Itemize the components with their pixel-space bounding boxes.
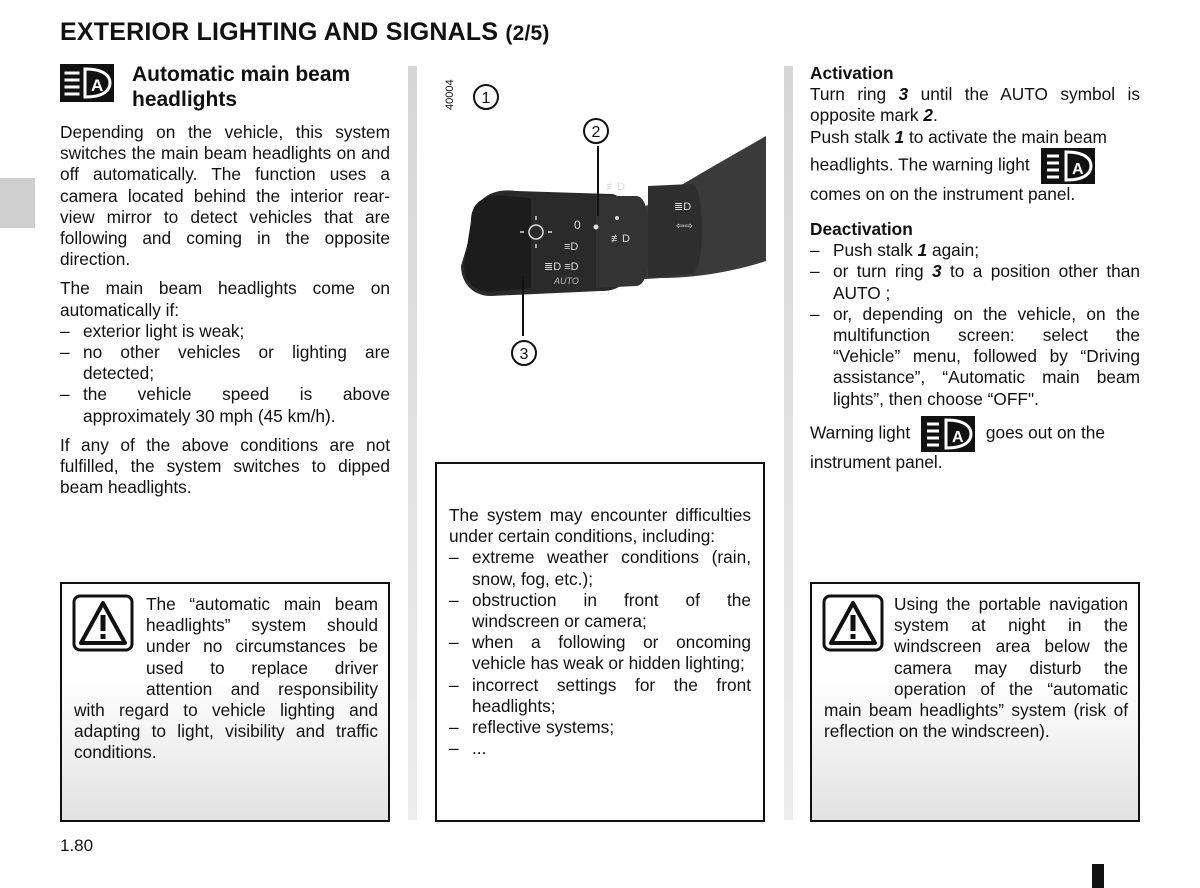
heading-line-2: headlights [132, 88, 238, 111]
auto-main-beam-icon [60, 64, 114, 102]
svg-text:A: A [91, 76, 104, 95]
list-item: – or turn ring 3 to a position other than AUTO ; [810, 261, 1140, 303]
fallback-paragraph: If any of the above conditions are not fulfilled, the system switches to dipped beam headlights. [60, 434, 390, 498]
stalk-illustration [436, 66, 766, 396]
text-run: . [932, 105, 938, 126]
condition-text: exterior light is weak; [83, 320, 245, 341]
intro-paragraph: Depending on the vehicle, this system switches the main beam headlights on and off automatically. The function uses a camera located behind the interior rear-view mirror to detect vehicles that are following and coming in the opposite direction. [60, 122, 390, 270]
note-item-text: incorrect settings for the front headlights; [472, 674, 751, 716]
conditions-intro: The main beam headlights come on automatically if: [60, 278, 390, 320]
text-run: until the AUTO symbol is opposite mark [810, 84, 1140, 126]
condition-text: no other vehicles or lighting are detected; [83, 342, 390, 384]
auto-main-beam-icon [1041, 148, 1095, 184]
column-divider [784, 66, 793, 820]
figure-reference: 40004 [444, 79, 456, 110]
callout-1 [474, 85, 498, 109]
list-item: – reflective systems; [449, 717, 751, 738]
callout-3-label: 3 [519, 346, 529, 363]
svg-text:≣D ≡D: ≣D ≡D [544, 261, 579, 273]
note-item-text: ... [472, 738, 487, 759]
page-title-text: EXTERIOR LIGHTING AND SIGNALS [60, 18, 499, 46]
list-item: – when a following or oncoming vehicle has weak or hidden lighting; [449, 632, 751, 674]
text-run: comes on on the instrument panel. [810, 183, 1076, 204]
text-run: to activate the main beam headlights. The warning light [810, 126, 1107, 175]
page-corner-mark [1092, 864, 1104, 888]
text-run: or turn ring [833, 261, 933, 282]
warning-text-left-content: The “automatic main beam headlights” system should under no circumstances be used to replace driver attention and responsibility with regard to vehicle lighting and adapting to light, visibility and traffic conditions. [74, 594, 378, 763]
note-item-text: obstruction in front of the windscreen or camera; [472, 589, 751, 632]
svg-text:≢D: ≢D [606, 181, 625, 193]
note-intro: The system may encounter difficulties under certain conditions, including: [449, 505, 751, 547]
note-item-text: when a following or oncoming vehicle has weak or hidden lighting; [472, 632, 751, 674]
list-item: – ... [449, 738, 751, 759]
stalk-ref: 1 [917, 240, 928, 261]
text-run: Warning light [810, 422, 911, 443]
svg-text:⇦⇨: ⇦⇨ [676, 221, 693, 232]
deactivation-item-text: or, depending on the vehicle, on the multifunction screen: select the “Vehicle” menu, followed by “Driving assistance”, “Automatic main beam lights”, then choose “OFF". [833, 303, 1140, 409]
note-item-text: reflective systems; [472, 717, 615, 738]
warning-box-left [60, 582, 390, 822]
column-divider [408, 66, 417, 820]
page-title [60, 18, 550, 47]
list-item: – Push stalk 1 again; [810, 240, 980, 261]
text-run: again; [927, 240, 980, 261]
list-item: – exterior light is weak; [60, 321, 390, 342]
text-run: to a position other than AUTO ; [833, 261, 1140, 303]
page-number: 1.80 [60, 836, 94, 855]
section-heading-text [132, 62, 350, 112]
callout-2 [584, 119, 608, 143]
svg-text:≣D: ≣D [674, 201, 692, 213]
svg-text:A: A [952, 428, 964, 446]
mark-ref: 2 [923, 105, 933, 126]
list-item: – extreme weather conditions (rain, snow, fog, etc.); [449, 547, 751, 589]
left-column-body [60, 122, 390, 498]
stalk-auto-label: AUTO [554, 276, 579, 286]
page-title-pagination: (2/5) [505, 22, 550, 45]
callout-1-label: 1 [481, 90, 491, 107]
text-run: goes out on the instrument panel. [810, 422, 1105, 472]
warning-text-right-content: Using the portable navigation system at night in the windscreen area below the camera may disturb the operation of the “automatic main beam headlights” system (risk of reflection on the windscreen). [824, 594, 1128, 742]
warning-text-right [824, 594, 1128, 742]
stalk-ref: 1 [894, 126, 905, 147]
activation-step-1 [810, 84, 1140, 126]
chapter-tab [0, 178, 35, 228]
text-run: Push stalk [810, 126, 895, 147]
note-item-text: extreme weather conditions (rain, snow, fog, etc.); [472, 547, 751, 589]
list-item: – or, depending on the vehicle, on the multifunction screen: select the “Vehicle” menu, followed by “Driving assistance”, “Automatic main beam lights”, then choose “OFF". [810, 303, 1140, 409]
callout-2-label: 2 [591, 124, 601, 141]
activation-heading: Activation [810, 63, 894, 83]
ring-ref: 3 [932, 261, 942, 282]
activation-step-2 [810, 127, 1140, 205]
deactivation-heading: Deactivation [810, 219, 913, 240]
list-item: – the vehicle speed is above approximately 30 mph (45 km/h). [60, 384, 390, 426]
text-run: Push stalk [833, 240, 918, 261]
warning-box-right [810, 582, 1140, 822]
callout-3 [512, 341, 536, 365]
section-heading [60, 62, 390, 118]
text-run: Turn ring [810, 84, 899, 105]
note-box [435, 462, 765, 822]
svg-text:≢D: ≢D [611, 233, 630, 245]
svg-text:0: 0 [574, 218, 581, 232]
warning-off-paragraph [810, 416, 1140, 473]
note-box-text [449, 505, 751, 759]
heading-line-1: Automatic main beam [132, 63, 351, 86]
warning-text-left [74, 594, 378, 764]
ring-ref: 3 [898, 84, 909, 105]
list-item: – no other vehicles or lighting are detected; [60, 342, 390, 384]
list-item: – obstruction in front of the windscreen or camera; [449, 589, 751, 632]
svg-text:≡D: ≡D [564, 241, 579, 253]
condition-text: the vehicle speed is above approximately 30 mph (45 km/h). [83, 384, 390, 426]
auto-main-beam-icon [921, 416, 975, 452]
list-item: – incorrect settings for the front headlights; [449, 674, 751, 716]
right-column-body [810, 63, 1140, 473]
svg-text:A: A [1071, 160, 1084, 178]
